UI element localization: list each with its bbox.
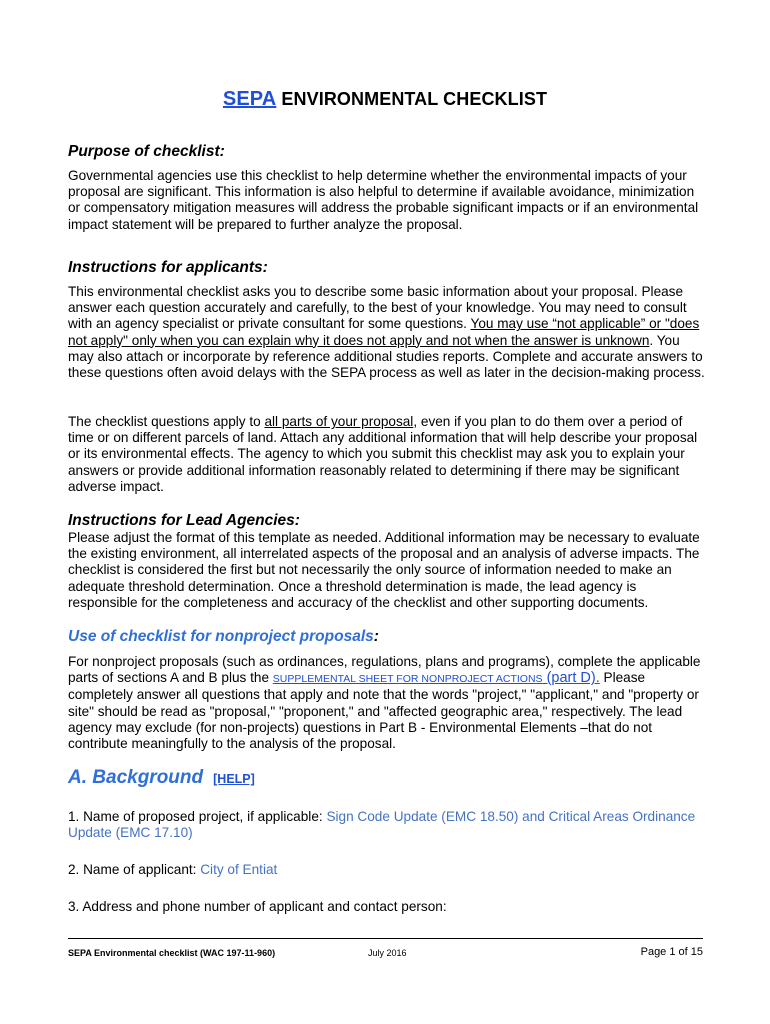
lead-agencies-paragraph: [68, 530, 708, 611]
footer-document-name: SEPA Environmental checklist (WAC 197-11-960): [68, 948, 276, 958]
question-2-label: 2. Name of applicant:: [68, 862, 201, 877]
purpose-heading: Purpose of checklist:: [68, 143, 225, 160]
question-1-label: 1. Name of proposed project, if applicable:: [68, 809, 327, 824]
purpose-paragraph: [68, 168, 708, 233]
lead-agencies-text: Please adjust the format of this template as needed. Additional information may be necessary to evaluate the existing environment, all interrelated aspects of the proposal and an analysis of adverse impacts. The checklist is considered the first but not necessarily the only source of information needed to make an adequate threshold determination. Once a threshold determination is made, the lead agency is responsible for the completeness and accuracy of the checklist and other supporting documents.: [68, 530, 700, 610]
applicants-paragraph-2: [68, 414, 708, 495]
page-title: [0, 88, 770, 111]
question-1: [68, 809, 708, 841]
background-heading: [68, 767, 255, 789]
nonproject-heading-text: Use of checklist for nonproject proposals: [68, 628, 374, 645]
applicants-p2-underlined: all parts of your proposal: [264, 414, 414, 429]
applicants-p2-text-a: The checklist questions apply to: [68, 414, 265, 429]
question-3: [68, 899, 708, 915]
nonproject-text-a: For nonproject proposals (such as ordinances, regulations, plans and programs), complete the applicable parts of sections A and B plus the: [68, 654, 701, 686]
question-2: [68, 862, 708, 878]
part-d-link[interactable]: (part D).: [542, 670, 600, 687]
footer-page-number: Page 1 of 15: [640, 946, 703, 958]
purpose-text: Governmental agencies use this checklist to help determine whether the environmental impacts of your proposal are significant. This information is also helpful to determine if available avoidance, minimization or compensatory mitigation measures will address the probable significant impacts or if an environmental impact statement will be prepared to further analyze the proposal.: [68, 168, 699, 232]
applicants-p1-text-b: . You may also attach or incorporate by reference additional studies reports. Complete and accurate answers to these questions often avoid delays with the SEPA process as well as later in the decision-making process.: [68, 332, 705, 381]
applicants-p2-text-b: , even if you plan to do them over a period of time or on different parcels of land. Attach any additional information that will help describe your proposal or its environmental effects. The agency to which you submit this checklist may ask you to explain your answers or provide additional information reasonably related to determining if there may be significant adverse impact.: [68, 414, 698, 494]
applicants-p1-text-a: This environmental checklist asks you to describe some basic information about your proposal. Please answer each question accurately and carefully, to the best of your knowledge. You may need to consult with an agency specialist or private consultant for some questions.: [68, 284, 687, 332]
question-1-answer: Sign Code Update (EMC 18.50) and Critical Areas Ordinance Update (EMC 17.10): [68, 809, 696, 841]
question-3-label: 3. Address and phone number of applicant and contact person:: [68, 899, 447, 914]
background-heading-text: A. Background: [68, 767, 204, 788]
lead-agencies-heading: Instructions for Lead Agencies:: [68, 512, 300, 529]
nonproject-text-b: Please completely answer all questions that apply and note that the words "project," "applicant," and "property or site" should be read as "proposal," "proponent," and "affected geographic area," respectively. The lead agency may exclude (for non-projects) questions in Part B - Environmental Elements –that do not contribute meaningfully to the analysis of the proposal.: [68, 670, 699, 752]
nonproject-heading: [68, 628, 379, 646]
footer-date: July 2016: [368, 948, 407, 958]
applicants-heading: Instructions for applicants:: [68, 259, 268, 276]
page-footer: [68, 938, 703, 958]
help-link[interactable]: [HELP]: [213, 772, 255, 786]
nonproject-heading-colon: :: [373, 628, 379, 645]
supplemental-sheet-link[interactable]: SUPPLEMENTAL SHEET FOR NONPROJECT ACTIONS: [272, 673, 543, 686]
question-2-answer: City of Entiat: [200, 862, 278, 877]
nonproject-paragraph: [68, 654, 708, 752]
title-text: ENVIRONMENTAL CHECKLIST: [276, 89, 548, 109]
applicants-paragraph-1: [68, 284, 708, 381]
sepa-link[interactable]: SEPA: [222, 88, 277, 110]
applicants-p1-underlined: You may use “not applicable” or "does not apply" only when you can explain why it does not apply and not when the answer is unknown: [68, 316, 700, 348]
